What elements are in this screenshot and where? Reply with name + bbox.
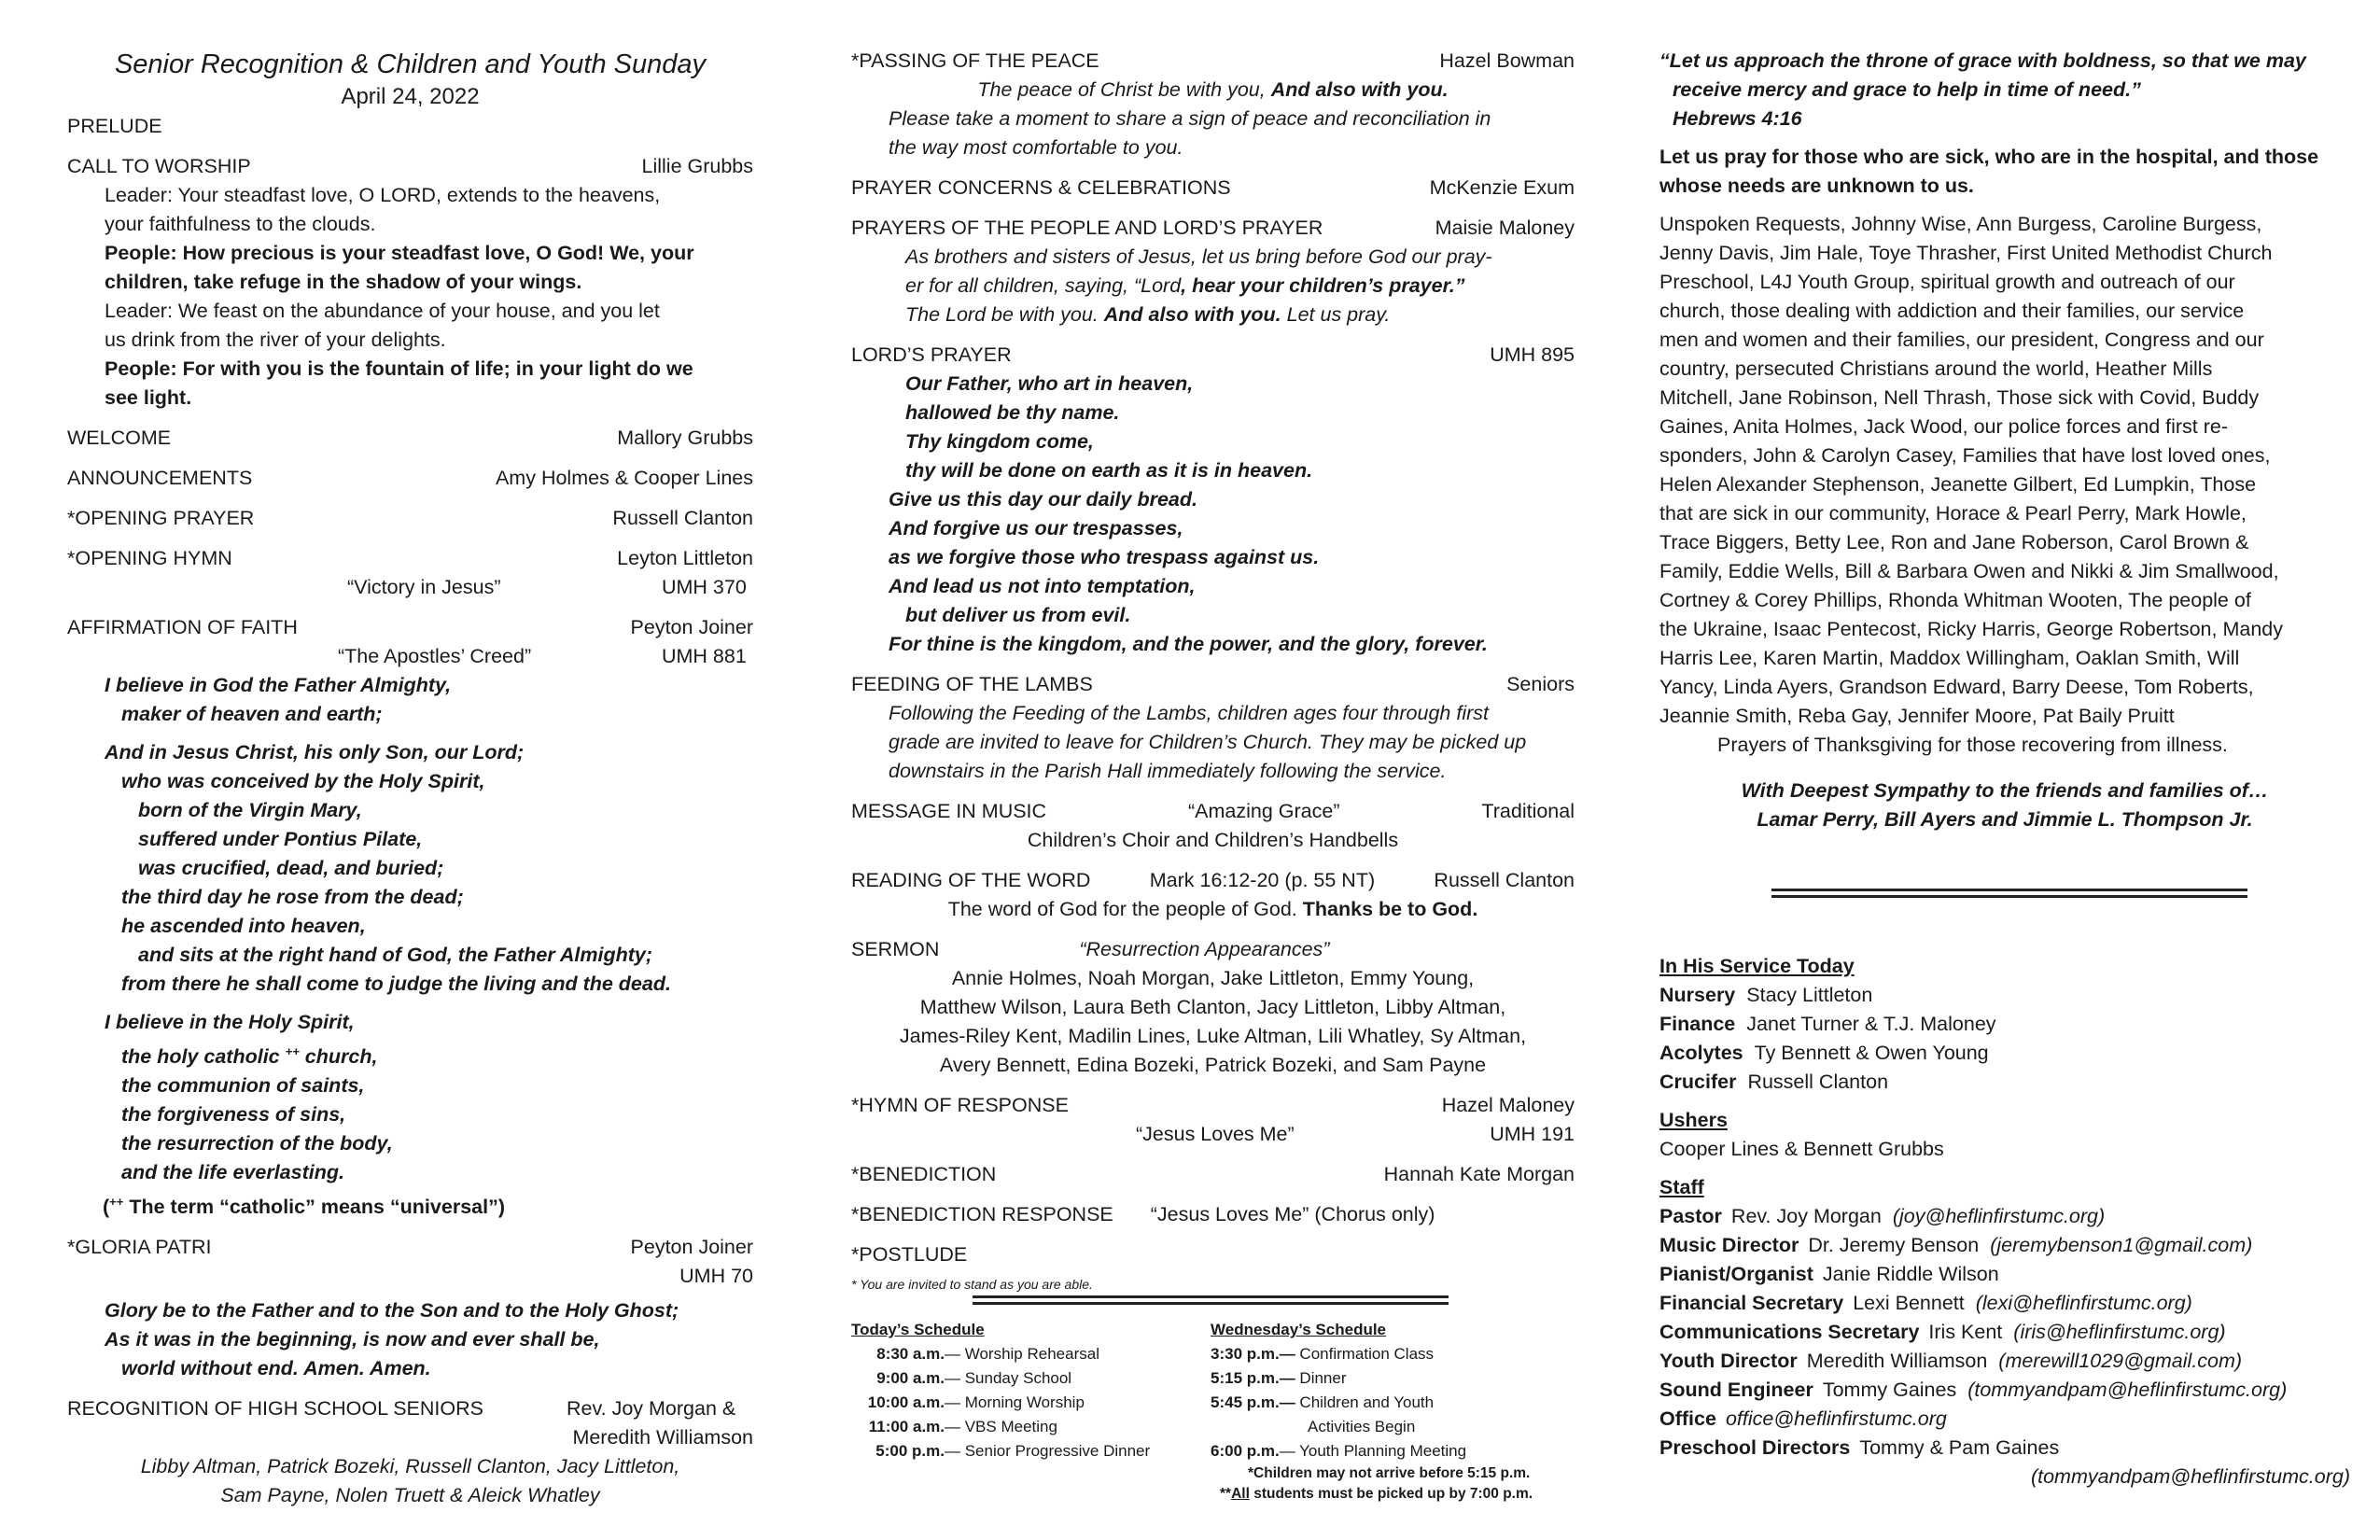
apostles-creed xyxy=(67,671,753,1222)
section-person: Mallory Grubbs xyxy=(617,427,753,449)
section-label: ANNOUNCEMENTS xyxy=(67,467,253,489)
creed-line: And in Jesus Christ, his only Son, our Lord; xyxy=(105,741,525,763)
service-item xyxy=(1659,1039,2350,1068)
section-label: *GLORIA PATRI xyxy=(67,1236,212,1259)
thanksgiving-line: Prayers of Thanksgiving for those recovering from illness. xyxy=(1717,734,2228,756)
schedule-event: Children and Youth xyxy=(1295,1393,1435,1411)
staff-email: (joy@heflinfirstumc.org) xyxy=(1892,1205,2106,1227)
section-label: *PASSING OF THE PEACE xyxy=(851,49,1099,72)
section-person: Lillie Grubbs xyxy=(641,155,753,177)
schedule-note xyxy=(1211,1484,1575,1505)
creed-line: he ascended into heaven, xyxy=(121,915,366,937)
sermon-participants: Matthew Wilson, Laura Beth Clanton, Jacy Littleton, Libby Altman, xyxy=(919,996,1506,1018)
sermon-participants: James-Riley Kent, Madilin Lines, Luke Altman, Lili Whatley, Sy Altman, xyxy=(899,1025,1527,1047)
gloria-patri xyxy=(67,1233,753,1383)
prayer-name-line: Family, Eddie Wells, Bill & Barbara Owen and Nikki & Jim Smallwood, xyxy=(1659,560,2279,582)
schedule-time: 6:00 p.m. xyxy=(1211,1442,1280,1460)
prayer-line: Thy kingdom come, xyxy=(905,430,1094,453)
service-heading: In His Service Today xyxy=(1659,955,1855,977)
benediction-response-row xyxy=(851,1200,1575,1229)
peace-instruction: the way most comfortable to you. xyxy=(889,136,1183,159)
preschool-email: (tommyandpam@heflinfirstumc.org) xyxy=(2030,1465,2350,1488)
schedule-item xyxy=(1211,1342,1575,1366)
section-person: Rev. Joy Morgan & xyxy=(567,1397,736,1421)
people-line: People: For with you is the fountain of life; in your light do we xyxy=(105,357,693,380)
stand-note: * You are invited to stand as you are able. xyxy=(851,1277,1093,1292)
creed-line: was crucified, dead, and buried; xyxy=(138,857,444,879)
column-left xyxy=(67,47,753,1510)
opening-prayer-row xyxy=(67,504,753,533)
prayer-name-line: Yancy, Linda Ayers, Grandson Edward, Barry Deese, Tom Roberts, xyxy=(1659,676,2254,698)
announcements-row xyxy=(67,464,753,493)
peace-response xyxy=(851,76,1575,105)
section-label: PRAYER CONCERNS & CELEBRATIONS xyxy=(851,176,1231,199)
verse-reference: Hebrews 4:16 xyxy=(1673,107,1802,130)
hymn-title: “Victory in Jesus” xyxy=(347,576,501,598)
service-role: Finance xyxy=(1659,1013,1736,1035)
reading-of-word xyxy=(851,866,1575,924)
schedule-item xyxy=(1211,1439,1575,1463)
schedule-event: Activities Begin xyxy=(1308,1418,1416,1435)
ushers-heading: Ushers xyxy=(1659,1109,1728,1131)
leader-line: us drink from the river of your delights. xyxy=(105,329,446,351)
prayer-name-line: sponders, John & Carolyn Casey, Families that have lost loved ones, xyxy=(1659,444,2271,467)
section-label: *OPENING HYMN xyxy=(67,547,232,569)
schedule-event: — Sunday School xyxy=(945,1369,1072,1387)
section-person: Hazel Bowman xyxy=(1439,49,1575,72)
schedule-item xyxy=(861,1415,1211,1439)
column-right xyxy=(1659,47,2350,1491)
creed-line: the third day he rose from the dead; xyxy=(121,886,464,908)
prayer-line: thy will be done on earth as it is in heaven. xyxy=(905,459,1313,482)
staff-name: Dr. Jeremy Benson xyxy=(1808,1234,1980,1256)
service-list xyxy=(1659,981,2350,1097)
double-divider xyxy=(973,1295,1449,1305)
schedule-heading: Today’s Schedule xyxy=(851,1321,985,1338)
staff-role: Preschool Directors xyxy=(1659,1436,1851,1459)
creed-line: I believe in the Holy Spirit, xyxy=(105,1011,355,1033)
creed-line: maker of heaven and earth; xyxy=(121,703,383,725)
creed-line: suffered under Pontius Pilate, xyxy=(138,828,423,850)
section-label: *BENEDICTION xyxy=(851,1163,997,1185)
feeding-text: grade are invited to leave for Children’s Church. They may be picked up xyxy=(889,731,1527,753)
schedule-time: 3:30 p.m.— xyxy=(1211,1345,1295,1363)
section-person: Russell Clanton xyxy=(1434,869,1575,891)
prayer-response: , hear your children’s prayer.” xyxy=(1181,274,1465,297)
sermon-participants: Annie Holmes, Noah Morgan, Jake Littleton, Emmy Young, xyxy=(951,967,1475,989)
people-text: Thanks be to God. xyxy=(1302,898,1478,920)
ushers-names: Cooper Lines & Bennett Grubbs xyxy=(1659,1138,1944,1160)
footnote-text: The term “catholic” means “universal”) xyxy=(123,1196,505,1219)
song-title: “Amazing Grace” xyxy=(1187,800,1340,822)
creed-line: the communion of saints, xyxy=(121,1074,365,1098)
footnote-text: ( xyxy=(103,1196,110,1219)
section-number: UMH 895 xyxy=(1490,343,1575,366)
feeding-text: downstairs in the Parish Hall immediately following the service. xyxy=(889,760,1447,782)
leader-line: Leader: Your steadfast love, O LORD, extends to the heavens, xyxy=(105,184,661,206)
wednesday-schedule xyxy=(1211,1318,1575,1505)
hymn-number: UMH 191 xyxy=(1490,1123,1575,1145)
staff-item xyxy=(1659,1260,2350,1289)
staff-item xyxy=(1659,1318,2350,1347)
section-person: Maisie Maloney xyxy=(1435,217,1575,239)
creed-footnote-mark: ++ xyxy=(285,1044,300,1058)
schedule-event: — Morning Worship xyxy=(945,1393,1085,1411)
prayer-instruction xyxy=(851,301,1575,329)
schedule-item xyxy=(861,1366,1211,1391)
peace-instruction: Please take a moment to share a sign of peace and reconciliation in xyxy=(889,107,1491,130)
prayer-name-line: church, those dealing with addiction and their families, our service xyxy=(1659,300,2245,322)
schedule-list xyxy=(1211,1342,1575,1463)
sermon xyxy=(851,935,1575,1080)
staff-item xyxy=(1659,1202,2350,1231)
creed-line: the resurrection of the body, xyxy=(121,1132,393,1155)
today-schedule xyxy=(851,1318,1211,1505)
people-line: children, take refuge in the shadow of your wings. xyxy=(105,271,582,293)
hymn-number: UMH 370 xyxy=(662,576,747,598)
people-line: see light. xyxy=(105,386,192,409)
staff-role: Financial Secretary xyxy=(1659,1292,1844,1314)
section-person: Russell Clanton xyxy=(612,507,753,529)
recognition-of-seniors xyxy=(67,1394,753,1510)
sympathy-line: Lamar Perry, Bill Ayers and Jimmie L. Thompson Jr. xyxy=(1757,808,2253,831)
prayers-of-people xyxy=(851,214,1575,329)
service-name: Janet Turner & T.J. Maloney xyxy=(1746,1013,1996,1035)
staff-heading: Staff xyxy=(1659,1176,1704,1198)
creed-line xyxy=(67,1037,753,1071)
leader-line: Leader: We feast on the abundance of your house, and you let xyxy=(105,300,660,322)
service-role: Crucifer xyxy=(1659,1071,1737,1093)
service-item xyxy=(1659,1010,2350,1039)
staff-role: Pianist/Organist xyxy=(1659,1263,1813,1285)
prayer-name-line: the Ukraine, Isaac Pentecost, Ricky Harris, George Robertson, Mandy xyxy=(1659,618,2283,640)
prayer-name-line: country, persecuted Christians around the world, Heather Mills xyxy=(1659,357,2213,380)
staff-item xyxy=(1659,1347,2350,1376)
section-person: Leyton Littleton xyxy=(617,547,753,569)
note-text: All xyxy=(1231,1486,1250,1502)
note-text: ** xyxy=(1220,1486,1232,1502)
section-label: WELCOME xyxy=(67,427,172,449)
staff-role: Youth Director xyxy=(1659,1350,1798,1372)
prayer-name-line: Trace Biggers, Betty Lee, Ron and Jane Roberson, Carol Brown & xyxy=(1659,531,2249,553)
prayer-line: as we forgive those who trespass against us. xyxy=(889,546,1320,568)
prayer-instruction: As brothers and sisters of Jesus, let us bring before God our pray- xyxy=(905,245,1492,268)
prayer-name-line: Mitchell, Jane Robinson, Nell Thrash, Those sick with Covid, Buddy xyxy=(1659,386,2260,409)
staff-email: (iris@heflinfirstumc.org) xyxy=(2013,1321,2226,1343)
prayer-name-line: Jeannie Smith, Reba Gay, Jennifer Moore, Pat Baily Pruitt xyxy=(1659,705,2175,727)
feeding-text: Following the Feeding of the Lambs, children ages four through first xyxy=(889,702,1489,724)
double-divider xyxy=(1771,889,2247,898)
sermon-participants: Avery Bennett, Edina Bozeki, Patrick Bozeki, and Sam Payne xyxy=(939,1054,1487,1076)
verse-line: “Let us approach the throne of grace with boldness, so that we may xyxy=(1659,49,2306,72)
staff-item xyxy=(1659,1434,2350,1463)
sermon-title: “Resurrection Appearances” xyxy=(1079,938,1330,960)
staff-item xyxy=(1659,1405,2350,1434)
prayer-text: er for all children, saying, “Lord xyxy=(905,274,1182,297)
prayer-text: Let us pray. xyxy=(1281,303,1391,326)
prayer-heading: Let us pray for those who are sick, who are in the hospital, and those whose needs are unknown to us. xyxy=(1659,146,2319,197)
staff-name: Janie Riddle Wilson xyxy=(1822,1263,1999,1285)
schedule-item xyxy=(1211,1391,1575,1415)
staff-list xyxy=(1659,1202,2350,1463)
schedule-event: Dinner xyxy=(1295,1369,1347,1387)
section-label: *HYMN OF RESPONSE xyxy=(851,1094,1069,1116)
section-person: Hazel Maloney xyxy=(1441,1094,1575,1116)
staff-name: Lexi Bennett xyxy=(1853,1292,1965,1314)
schedule-note: *Children may not arrive before 5:15 p.m. xyxy=(1248,1465,1531,1481)
senior-names: Libby Altman, Patrick Bozeki, Russell Clanton, Jacy Littleton, xyxy=(140,1455,680,1478)
creed-text: church, xyxy=(299,1045,378,1069)
feeding-of-lambs xyxy=(851,670,1575,786)
gloria-number: UMH 70 xyxy=(679,1265,753,1288)
section-label: *BENEDICTION RESPONSE xyxy=(851,1203,1113,1225)
schedule-time: 5:00 p.m. xyxy=(875,1442,945,1460)
schedule-event: — Worship Rehearsal xyxy=(945,1345,1099,1363)
section-person: Amy Holmes & Cooper Lines xyxy=(495,467,753,489)
creed-line: the forgiveness of sins, xyxy=(121,1103,346,1127)
staff-email: (tommyandpam@heflinfirstumc.org) xyxy=(1967,1379,2288,1401)
welcome-row xyxy=(67,424,753,453)
prayer-line: And forgive us our trespasses, xyxy=(889,517,1183,539)
staff-role: Sound Engineer xyxy=(1659,1379,1813,1401)
service-item xyxy=(1659,981,2350,1010)
creed-line: who was conceived by the Holy Spirit, xyxy=(121,770,485,792)
opening-hymn xyxy=(67,544,753,602)
schedule-heading: Wednesday’s Schedule xyxy=(1211,1321,1387,1338)
leader-text: The peace of Christ be with you, xyxy=(977,78,1271,101)
reading-response xyxy=(851,895,1575,924)
prayer-name-line: Gaines, Anita Holmes, Jack Wood, our police forces and first re- xyxy=(1659,415,2229,438)
bulletin-title: Senior Recognition & Children and Youth Sunday xyxy=(114,49,707,79)
prayer-line: Give us this day our daily bread. xyxy=(889,488,1197,511)
schedule-item xyxy=(1211,1415,1575,1439)
gloria-line: world without end. Amen. Amen. xyxy=(121,1357,431,1380)
staff-role: Communications Secretary xyxy=(1659,1321,1920,1343)
creed-line: and the life everlasting. xyxy=(121,1161,344,1184)
creed-line: and sits at the right hand of God, the Father Almighty; xyxy=(138,944,653,966)
section-label: FEEDING OF THE LAMBS xyxy=(851,673,1093,695)
section-person: Peyton Joiner xyxy=(630,616,753,638)
service-name: Stacy Littleton xyxy=(1746,984,1873,1006)
prayer-line: Our Father, who art in heaven, xyxy=(905,372,1194,395)
schedules xyxy=(851,1318,1575,1505)
schedule-event: — Senior Progressive Dinner xyxy=(945,1442,1151,1460)
creed-number: UMH 881 xyxy=(662,645,747,667)
creed-line: I believe in God the Father Almighty, xyxy=(105,674,452,696)
hymn-of-response xyxy=(851,1091,1575,1149)
section-label: PRAYERS OF THE PEOPLE AND LORD’S PRAYER xyxy=(851,217,1323,239)
prayer-name-line: Unspoken Requests, Johnny Wise, Ann Burgess, Caroline Burgess, xyxy=(1659,213,2262,235)
schedule-time: 5:15 p.m.— xyxy=(1211,1369,1295,1387)
section-label: SERMON xyxy=(851,938,940,960)
staff-email: office@heflinfirstumc.org xyxy=(1725,1407,1947,1430)
schedule-item xyxy=(861,1391,1211,1415)
section-person: Peyton Joiner xyxy=(630,1236,753,1259)
prayer-list xyxy=(1659,210,2350,731)
postlude-row: *POSTLUDE xyxy=(851,1243,968,1266)
people-line: People: How precious is your steadfast love, O God! We, your xyxy=(105,242,694,264)
service-item xyxy=(1659,1068,2350,1097)
schedule-event: — Youth Planning Meeting xyxy=(1279,1442,1467,1460)
scripture-passage: Mark 16:12-20 (p. 55 NT) xyxy=(1149,869,1376,891)
schedule-time: 11:00 a.m. xyxy=(868,1418,945,1435)
music-performers: Children’s Choir and Children’s Handbells xyxy=(1027,829,1399,851)
section-person: Hannah Kate Morgan xyxy=(1383,1163,1575,1185)
prayer-name-line: that are sick in our community, Horace & Pearl Perry, Mark Howle, xyxy=(1659,502,2247,525)
service-name: Russell Clanton xyxy=(1747,1071,1889,1093)
section-label: READING OF THE WORD xyxy=(851,869,1091,891)
staff-name: Tommy Gaines xyxy=(1822,1379,1957,1401)
schedule-item xyxy=(861,1439,1211,1463)
creed-line: from there he shall come to judge the living and the dead. xyxy=(121,973,671,995)
prayer-line: And lead us not into temptation, xyxy=(889,575,1196,597)
leader-line: your faithfulness to the clouds. xyxy=(105,213,376,235)
prayer-name-line: Cortney & Corey Phillips, Rhonda Whitman Wooten, The people of xyxy=(1659,589,2251,611)
footnote-mark: ++ xyxy=(109,1195,124,1210)
lords-prayer xyxy=(851,341,1575,659)
prayer-name-line: Helen Alexander Stephenson, Jeanette Gilbert, Ed Lumpkin, Those xyxy=(1659,473,2257,496)
service-role: Acolytes xyxy=(1659,1042,1743,1064)
gloria-line: Glory be to the Father and to the Son and to the Holy Ghost; xyxy=(105,1299,679,1323)
staff-name: Tommy & Pam Gaines xyxy=(1859,1436,2060,1459)
scripture-verse xyxy=(1659,47,2350,133)
message-in-music xyxy=(851,797,1575,855)
creed-line: born of the Virgin Mary, xyxy=(138,799,362,821)
note-text: students must be picked up by 7:00 p.m. xyxy=(1249,1486,1533,1502)
schedule-event: Confirmation Class xyxy=(1295,1345,1435,1363)
prayer-concerns-row xyxy=(851,174,1575,203)
benediction-row xyxy=(851,1160,1575,1189)
schedule-item xyxy=(861,1342,1211,1366)
staff-name: Iris Kent xyxy=(1928,1321,2003,1343)
prayer-text: The Lord be with you. xyxy=(905,303,1104,326)
column-middle xyxy=(851,47,1575,1505)
section-label: LORD’S PRAYER xyxy=(851,343,1012,366)
gloria-line: As it was in the beginning, is now and ever shall be, xyxy=(105,1328,600,1351)
prayer-instruction xyxy=(851,272,1575,301)
catholic-footnote xyxy=(67,1187,753,1222)
schedule-list xyxy=(851,1342,1211,1463)
prayer-name-line: Harris Lee, Karen Martin, Maddox Willingham, Oaklan Smith, Will xyxy=(1659,647,2240,669)
staff-email: (jeremybenson1@gmail.com) xyxy=(1990,1234,2253,1256)
people-text: And also with you. xyxy=(1270,78,1449,101)
senior-names: Sam Payne, Nolen Truett & Aleick Whatley xyxy=(220,1484,600,1507)
schedule-event: — VBS Meeting xyxy=(945,1418,1057,1435)
schedule-time: 8:30 a.m. xyxy=(876,1345,945,1363)
leader-text: The word of God for the people of God. xyxy=(947,898,1303,920)
section-person: McKenzie Exum xyxy=(1429,176,1575,199)
hymn-title: “Jesus Loves Me” xyxy=(1136,1123,1295,1145)
creed-text: the holy catholic xyxy=(121,1045,286,1069)
service-role: Nursery xyxy=(1659,984,1736,1006)
staff-role: Pastor xyxy=(1659,1205,1722,1227)
prayer-name-line: Preschool, L4J Youth Group, spiritual growth and outreach of our xyxy=(1659,271,2235,293)
section-label: RECOGNITION OF HIGH SCHOOL SENIORS xyxy=(67,1397,483,1421)
creed-title: “The Apostles’ Creed” xyxy=(338,645,532,667)
staff-item xyxy=(1659,1231,2350,1260)
staff-item xyxy=(1659,1289,2350,1318)
section-label: CALL TO WORSHIP xyxy=(67,155,251,177)
section-label: MESSAGE IN MUSIC xyxy=(851,800,1047,822)
staff-email: (lexi@heflinfirstumc.org) xyxy=(1975,1292,2192,1314)
schedule-time: 10:00 a.m. xyxy=(867,1393,945,1411)
bulletin-date: April 24, 2022 xyxy=(341,84,480,109)
affirmation-of-faith xyxy=(67,613,753,671)
section-label: AFFIRMATION OF FAITH xyxy=(67,616,298,638)
call-to-worship xyxy=(67,152,753,413)
sympathy-line: With Deepest Sympathy to the friends and families of… xyxy=(1741,779,2269,802)
staff-item xyxy=(1659,1376,2350,1405)
service-name: Ty Bennett & Owen Young xyxy=(1754,1042,1989,1064)
prayer-name-line: Jenny Davis, Jim Hale, Toye Thrasher, First United Methodist Church xyxy=(1659,242,2273,264)
prayer-line: For thine is the kingdom, and the power, and the glory, forever. xyxy=(889,633,1488,655)
verse-line: receive mercy and grace to help in time of need.” xyxy=(1673,78,2141,101)
staff-name: Meredith Williamson xyxy=(1806,1350,1988,1372)
staff-role: Music Director xyxy=(1659,1234,1799,1256)
passing-of-peace xyxy=(851,47,1575,162)
prayer-line: but deliver us from evil. xyxy=(905,604,1131,626)
section-person: Seniors xyxy=(1506,673,1575,695)
schedule-item xyxy=(1211,1366,1575,1391)
prelude-heading: PRELUDE xyxy=(67,115,162,137)
staff-role: Office xyxy=(1659,1407,1716,1430)
song-title: “Jesus Loves Me” (Chorus only) xyxy=(1150,1203,1435,1225)
prayer-name-line: men and women and their families, our president, Congress and our xyxy=(1659,329,2264,351)
staff-email: (merewill1029@gmail.com) xyxy=(1998,1350,2243,1372)
song-source: Traditional xyxy=(1481,800,1575,822)
section-label: *OPENING PRAYER xyxy=(67,507,255,529)
section-person: Meredith Williamson xyxy=(572,1426,753,1449)
prayer-line: hallowed be thy name. xyxy=(905,401,1120,424)
prayer-response: And also with you. xyxy=(1103,303,1281,326)
schedule-time: 5:45 p.m.— xyxy=(1211,1393,1295,1411)
schedule-time: 9:00 a.m. xyxy=(876,1369,945,1387)
staff-name: Rev. Joy Morgan xyxy=(1730,1205,1882,1227)
